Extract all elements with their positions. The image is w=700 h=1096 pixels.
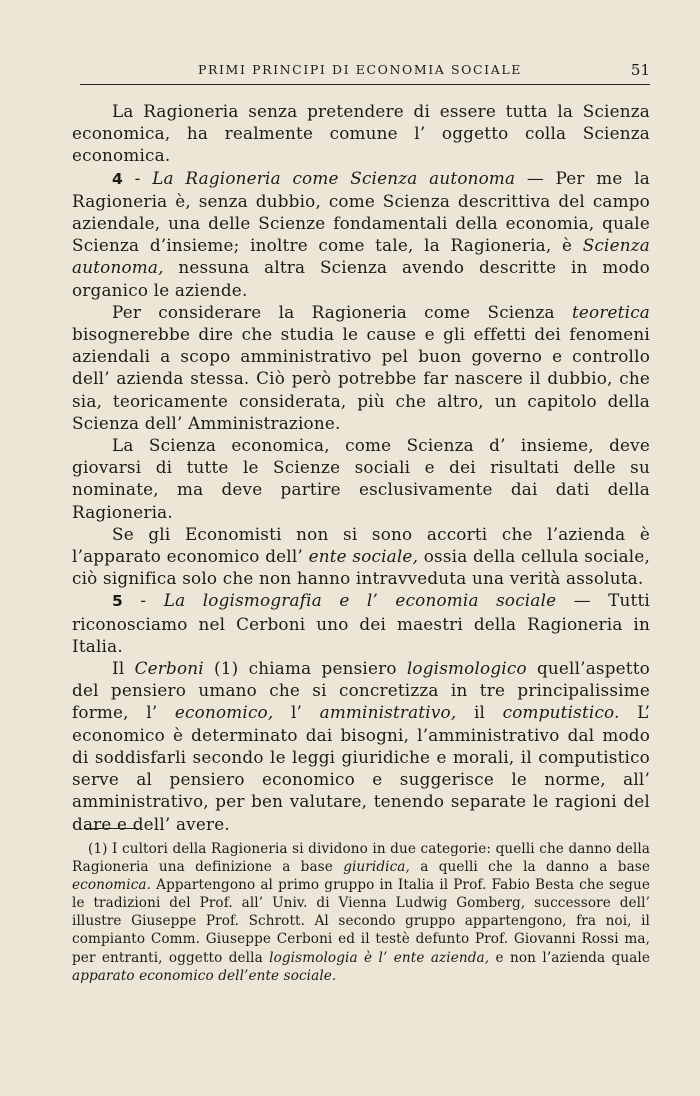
- text-run: La Ragioneria senza pretendere di essere tutta la Scienza economica, ha realmente comune l’ oggetto colla Scienza economica.: [72, 101, 650, 166]
- text-run: l’: [273, 702, 320, 723]
- paragraph-section-4-heading: [72, 167, 650, 301]
- italic-text: logismologia è l’ ente azienda,: [269, 949, 490, 966]
- text-run: L’ economico è determinato dai bisogni, l’amministrativo dal modo di soddisfarli secondo le leggi giuridiche e morali, il computistico serve al pensiero economico e suggerisce le norme, all’ amministrativo, per ben valutare, tenendo separate le ragioni del dare e dell’ avere.: [72, 702, 651, 834]
- italic-text: computistico.: [502, 702, 620, 723]
- paragraph: [72, 657, 650, 835]
- italic-text: economico,: [174, 702, 274, 723]
- paragraph: [72, 301, 650, 434]
- italic-text: La Ragioneria come Scienza autonoma: [152, 167, 516, 188]
- text-run: Per considerare la Ragioneria come Scienza: [112, 301, 572, 322]
- text-run: — Tutti riconosciamo nel Cerboni uno dei maestri della Ragioneria in Italia.: [72, 590, 650, 656]
- text-run: bisognerebbe dire che studia le cause e gli effetti dei fenomeni aziendali a scopo amministrativo pel buon governo e controllo dell’ azienda stessa. Ciò però potrebbe far nascere il dubbio, che sia, teoricamente considerata, più che altro, un capitolo della Scienza dell’ Amministrazione.: [72, 324, 650, 433]
- italic-text: ente sociale,: [308, 546, 419, 567]
- italic-text: economica.: [72, 877, 152, 894]
- text-run: -: [123, 167, 153, 188]
- body-text: [72, 100, 650, 835]
- page-number: 51: [630, 61, 650, 79]
- text-run: -: [123, 590, 164, 611]
- text-run: Appartengono al primo gruppo in Italia il Prof. Fabio Besta che segue le tradizioni del Prof. all’ Univ. di Vienna Ludwig Gomberg, successore dell’ illustre Giuseppe Prof. Schrott. Al secondo gruppo appartengono, fra noi, il compianto Comm. Giuseppe Cerboni ed il testè defunto Prof. Giovanni Rossi ma, per entranti, oggetto della: [72, 877, 650, 966]
- paragraph-section-5-heading: [72, 589, 650, 657]
- text-run: e non l’azienda quale: [489, 949, 650, 966]
- text-run: nessuna altra Scienza avendo descritte in modo organico le aziende.: [72, 257, 650, 300]
- text-run: (1) chiama pensiero: [203, 658, 407, 679]
- italic-text: amministrativo,: [319, 702, 457, 723]
- footnote-text: [72, 840, 650, 985]
- text-run: Il: [112, 658, 135, 679]
- text-run: a quelli che la danno a base: [409, 859, 651, 876]
- footnote-rule: [86, 828, 138, 829]
- footnote: [72, 840, 650, 985]
- text-run: (1) I cultori della Ragioneria si dividono in due categorie: quelli che danno della Ragioneria una definizione a base: [72, 841, 650, 876]
- text-run: quell’aspetto del pensiero umano che si concretizza in tre principalissime forme, l’: [72, 658, 650, 723]
- text-run: — Per me la Ragioneria è, senza dubbio, come Scienza descrittiva del campo aziendale, una delle Scienze fondamentali della economia, quale Scienza d’insieme; inoltre come tale, la Ragioneria, è: [72, 167, 650, 256]
- text-run: La Scienza economica, come Scienza d’ insieme, deve giovarsi di tutte le Scienze sociali e dei risultati delle su nominate, ma deve partire esclusivamente dai dati della Ragioneria.: [72, 435, 650, 522]
- italic-text: La logismografia e l’ economia sociale: [163, 590, 557, 611]
- text-run: ossia della cellula sociale, ciò significa solo che non hanno intravveduta una verità assoluta.: [72, 546, 651, 589]
- section-number: 4: [112, 169, 123, 188]
- running-title: PRIMI PRINCIPI DI ECONOMIA SOCIALE: [198, 62, 522, 77]
- italic-text: Cerboni: [134, 658, 204, 679]
- page-header: [80, 58, 650, 85]
- italic-text: Scienza autonoma,: [72, 235, 650, 278]
- text-run: Se gli Economisti non si sono accorti che l’azienda è l’apparato economico dell’: [72, 523, 650, 567]
- text-run: il: [456, 702, 503, 723]
- paragraph: [72, 523, 650, 590]
- paragraph: [72, 100, 650, 167]
- section-number: 5: [112, 592, 123, 611]
- paragraph: [72, 434, 650, 523]
- italic-text: giuridica,: [343, 859, 410, 876]
- italic-text: apparato economico dell’ente sociale.: [72, 967, 337, 984]
- italic-text: logismologico: [406, 658, 527, 679]
- italic-text: teoretica: [571, 301, 650, 322]
